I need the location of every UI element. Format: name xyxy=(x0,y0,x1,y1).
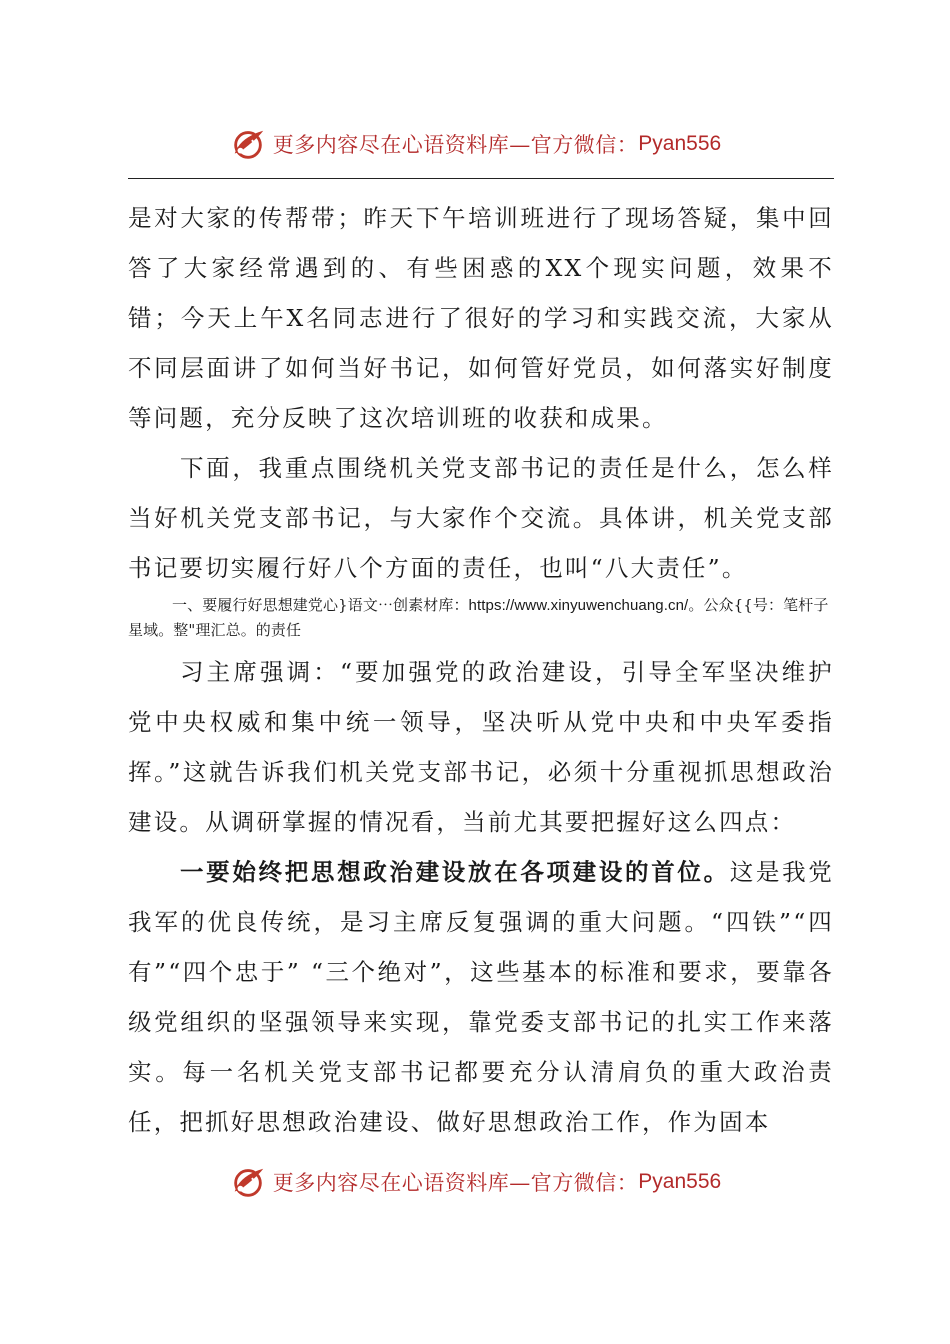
banner-wechat-id: Pyan556 xyxy=(638,1170,722,1193)
document-body xyxy=(128,193,834,1147)
section-heading-pre: 一、要履行好思想建党心}语文⋯创素材库： xyxy=(172,596,469,614)
paragraph-2: 下面，我重点围绕机关党支部书记的责任是什么，怎么样当好机关党支部书记，与大家作个交流。具体讲，机关党支部书记要切实履行好八个方面的责任，也叫“八大责任”。 xyxy=(128,454,834,582)
paragraph-4-lead: 一要始终把思想政治建设放在各项建设的首位。 xyxy=(180,858,730,886)
pen-logo-icon xyxy=(229,1163,267,1201)
footer-banner xyxy=(0,1160,950,1204)
section-heading-post: 。公众{{号：笔杆子星域。整"理汇总。的责任 xyxy=(128,596,829,639)
banner-title: 更多内容尽在心语资料库—官方微信： xyxy=(272,133,639,157)
banner-title: 更多内容尽在心语资料库—官方微信： xyxy=(272,1171,639,1195)
banner-wechat-id: Pyan556 xyxy=(638,132,722,155)
paragraph-4 xyxy=(128,847,834,1147)
paragraph-1: 是对大家的传帮带；昨天下午培训班进行了现场答疑，集中回答了大家经常遇到的、有些困惑的XX个现实问题，效果不错；今天上午X名同志进行了很好的学习和实践交流，大家从不同层面讲了如何当好书记，如何管好党员，如何落实好制度等问题，充分反映了这次培训班的收获和成果。 xyxy=(128,204,834,432)
paragraph-4-rest: 这是我党我军的优良传统，是习主席反复强调的重大问题。“四铁”“四有”“四个忠于” “三个绝对”，这些基本的标准和要求，要靠各级党组织的坚强领导来实现，靠党委支部书记的扎实工作来落实。每一名机关党支部书记都要充分认清肩负的重大政治责任，把抓好思想政治建设、做好思想政治工作，作为固本 xyxy=(128,858,834,1136)
header-divider xyxy=(128,178,834,179)
header-banner xyxy=(0,122,950,166)
section-heading xyxy=(128,593,834,643)
paragraph-3: 习主席强调：“要加强党的政治建设，引导全军坚决维护党中央权威和集中统一领导，坚决听从党中央和中央军委指挥。”这就告诉我们机关党支部书记，必须十分重视抓思想政治建设。从调研掌握的情况看，当前尤其要把握好这么四点： xyxy=(128,658,834,836)
pen-logo-icon xyxy=(229,125,267,163)
section-heading-url: https://www.xinyuwenchuang.cn/ xyxy=(468,597,689,614)
